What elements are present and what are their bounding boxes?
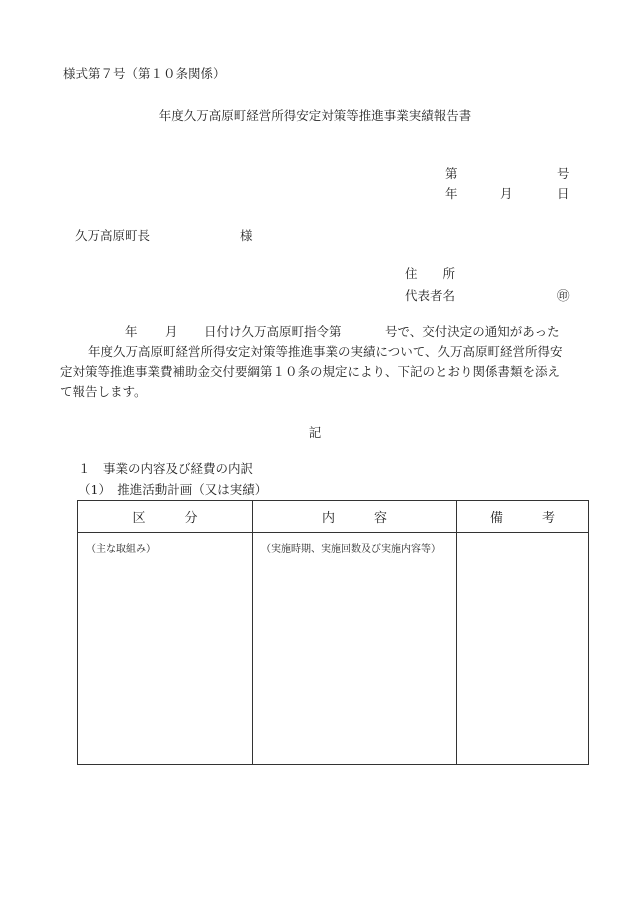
body-reference-tail: 号で、交付決定の通知があった [385, 324, 560, 339]
date-year-label: 年 [445, 186, 458, 201]
cell-content[interactable]: （実施時期、実施回数及び実施内容等） [253, 533, 457, 765]
cell-remarks[interactable] [457, 533, 589, 765]
body-paragraph-line2: 年度久万高原町経営所得安定対策等推進事業の実績について、久万高原町経営所得安 [88, 344, 563, 359]
addressee-name: 久万高原町長 [75, 228, 151, 243]
header-category: 区 分 [78, 501, 253, 533]
body-reference-text: 日付け久万高原町指令第 [204, 324, 342, 339]
body-year-label: 年 [125, 324, 138, 339]
representative-label: 代表者名 [405, 288, 456, 303]
body-month-label: 月 [165, 324, 178, 339]
date-day-label: 日 [557, 186, 570, 201]
form-number: 様式第７号（第１０条関係） [63, 66, 226, 81]
date-month-label: 月 [500, 186, 513, 201]
cell-category[interactable]: （主な取組み） [78, 533, 253, 765]
doc-number-prefix: 第 [445, 166, 458, 181]
seal-mark: ㊞ [557, 288, 570, 303]
table-row [78, 533, 589, 765]
body-paragraph-line3: 定対策等推進事業費補助金交付要綱第１０条の規定により、下記のとおり関係書類を添え [60, 364, 561, 379]
addressee-honorific: 様 [240, 228, 253, 243]
header-remarks: 備 考 [457, 501, 589, 533]
subsection-heading: （1） 推進活動計画（又は実績） [78, 482, 268, 497]
document-title: 年度久万高原町経営所得安定対策等推進事業実績報告書 [158, 108, 472, 123]
ki-heading: 記 [308, 425, 322, 440]
body-paragraph-line4: て報告します。 [60, 384, 147, 399]
doc-number-suffix: 号 [557, 166, 570, 181]
address-label: 住 所 [405, 266, 456, 281]
table-header-row [78, 501, 589, 533]
activity-plan-table [77, 500, 589, 765]
header-content: 内 容 [253, 501, 457, 533]
section-heading: １ 事業の内容及び経費の内訳 [78, 461, 254, 476]
